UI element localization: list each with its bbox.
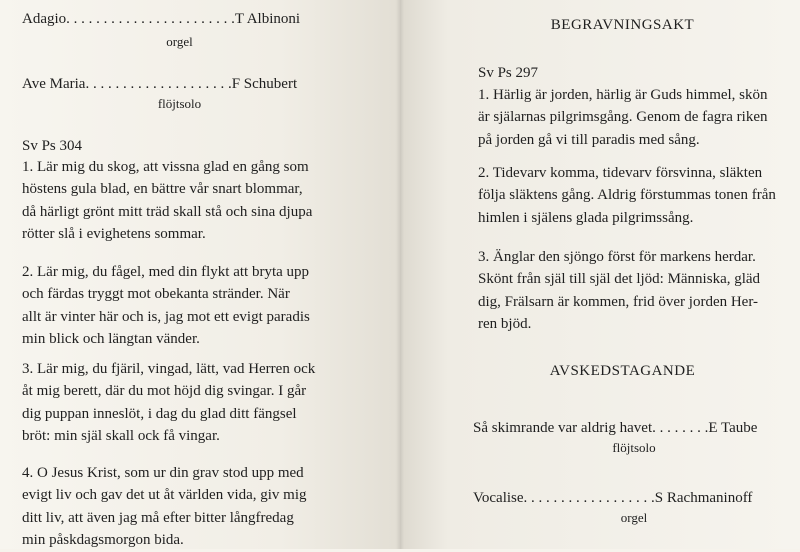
hymn-verse-2-left: 2. Lär mig, du fågel, med din flykt att bryta upp och färdas tryggt mot obekanta stränder. När allt är vinter här och is, jag mot ett evigt paradis min blick och längtan vänder. — [22, 264, 310, 348]
section-heading-begravningsakt: BEGRAVNINGSAKT — [550, 17, 695, 33]
hymn-title-right: Sv Ps 297 — [478, 65, 539, 81]
program-item-ave-maria: Ave Maria. . . . . . . . . . . . . . . . . . . .F Schubert — [22, 76, 298, 92]
section-heading-avskedstagande: AVSKEDSTAGANDE — [549, 363, 696, 379]
right-page — [400, 0, 800, 549]
hymn-verse-3-right: 3. Änglar den sjöngo först för markens herdar. Skönt från själ till själ det ljöd: Människa, gläd dig, Frälsarn är kommen, frid över jorden Her- ren bjöd. — [478, 249, 761, 333]
program-instrument-sa-skimrande: flöjtsolo — [612, 440, 656, 455]
program-instrument-adagio: orgel — [166, 34, 193, 49]
program-item-sa-skimrande: Så skimrande var aldrig havet. . . . . . . .E Taube — [473, 420, 758, 436]
hymn-verse-3-left: 3. Lär mig, du fjäril, vingad, lätt, vad Herren ock åt mig berett, där du mot höjd dig svingar. I går dig puppan inneslöt, i dag du glad ditt fängsel bröt: min själ skall ock få vingar. — [22, 361, 316, 445]
hymn-verse-2-right: 2. Tidevarv komma, tidevarv försvinna, släkten följa släktens gång. Aldrig förstummas tonen från himlen i själens glada pilgrimssång. — [478, 165, 776, 226]
program-item-vocalise: Vocalise. . . . . . . . . . . . . . . . . .S Rachmaninoff — [473, 490, 753, 506]
program-instrument-vocalise: orgel — [620, 510, 648, 525]
program-instrument-ave-maria: flöjtsolo — [157, 96, 202, 111]
program-item-adagio: Adagio. . . . . . . . . . . . . . . . . . . . . . .T Albinoni — [22, 11, 301, 27]
left-page — [0, 0, 400, 549]
hymn-verse-4-left: 4. O Jesus Krist, som ur din grav stod upp med evigt liv och gav det ut åt världen vida, giv mig ditt liv, att även jag må efter bitter långfredag min påskdagsmorgon bida. — [22, 465, 307, 549]
hymn-verse-1-left: 1. Lär mig du skog, att vissna glad en gång som höstens gula blad, en bättre vår snart blommar, då härligt grönt mitt träd skall stå och sina djupa rötter slå i evighetens sommar. — [22, 159, 313, 243]
hymn-title-left: Sv Ps 304 — [22, 138, 83, 154]
hymn-verse-1-right: 1. Härlig är jorden, härlig är Guds himmel, skön är själarnas pilgrimsgång. Genom de fagra riken på jorden gå vi till paradis med sång. — [478, 87, 768, 148]
page-fold — [396, 0, 404, 549]
